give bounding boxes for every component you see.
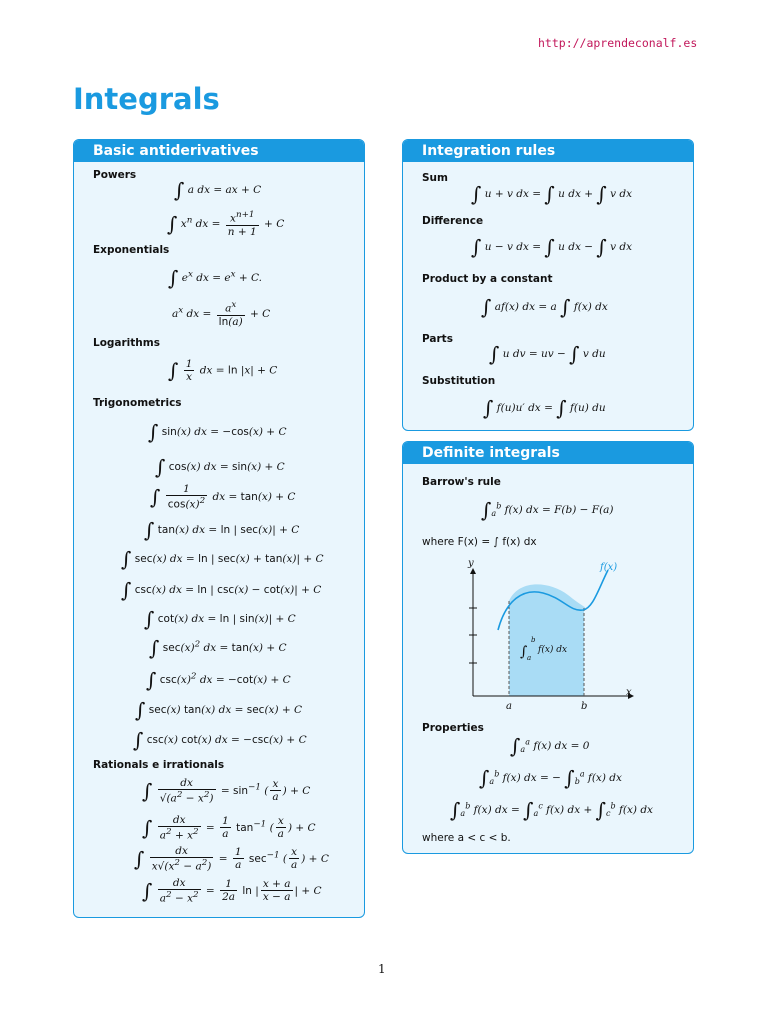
formula-sec2: ∫ $\frac{1}{\cos(x)^2}$ dx = tan(x) + C xyxy=(150,483,296,511)
formula-cot: ∫ cot(x) dx = ln | sin(x)| + C xyxy=(144,607,296,631)
formula-prop-reverse: $\int_a^b$ f(x) dx = − $\int_b^a$ f(x) dx xyxy=(479,766,622,790)
formula-sin: ∫ sin(x) dx = −cos(x) + C xyxy=(148,420,287,444)
formula-csc: ∫ csc(x) dx = ln | csc(x) − cot(x)| + C xyxy=(121,578,322,602)
site-url[interactable]: http://aprendeconalf.es xyxy=(538,36,698,50)
formula-log: ∫ $\frac{1}{x}$ dx = ln |x| + C xyxy=(168,358,278,384)
area-integral-upper: b xyxy=(531,636,536,644)
formula-cos: ∫ cos(x) dx = sin(x) + C xyxy=(155,455,285,479)
formula-prop-additive: $\int_a^b$ f(x) dx = $\int_a^c$ f(x) dx + $\int_c^b$ f(x) dx xyxy=(450,798,653,822)
formula-sec-sq: ∫ $\sec(x)^2$ dx = tan(x) + C xyxy=(149,636,287,660)
fx-label: f(x) xyxy=(600,562,618,573)
area-fill xyxy=(509,588,584,696)
properties-label: Properties xyxy=(422,722,484,734)
definite-integrals-box xyxy=(402,441,694,854)
formula-tan: ∫ tan(x) dx = ln | sec(x)| + C xyxy=(144,518,300,542)
formula-arctan: ∫ $\frac{dx}{a^2 + x^2}$ = $\frac{1}{a}$ $\tan^{-1}$ ( $\frac{x}{a}$ ) + C xyxy=(142,814,316,842)
basic-antiderivatives-box xyxy=(73,139,365,918)
product-constant-label: Product by a constant xyxy=(422,273,553,285)
formula-power: ∫ $x^n$ dx = $\frac{x^{n+1}}{n + 1}$ + C xyxy=(167,210,285,238)
where-f-note: where F(x) = ∫ f(x) dx xyxy=(422,536,537,548)
area-integral-lower: a xyxy=(527,654,532,662)
formula-arcsec: ∫ $\frac{dx}{x√(x^2 - a^2)}$ = $\frac{1}{a}$ $\sec^{-1}$ ( $\frac{x}{a}$ ) + C xyxy=(134,845,329,873)
formula-sec: ∫ sec(x) dx = ln | sec(x) + tan(x)| + C xyxy=(121,547,324,571)
parts-label: Parts xyxy=(422,333,453,345)
formula-exp: ∫ $e^x$ dx = $e^x + C$. xyxy=(168,266,263,290)
x-axis-label: x xyxy=(626,687,632,698)
integration-rules-heading: Integration rules xyxy=(403,140,693,162)
formula-prop-zero: $\int_a^a$ f(x) dx = 0 xyxy=(510,734,590,758)
page-title: Integrals xyxy=(73,82,220,116)
formula-sum: ∫ u + v dx = ∫ u dx + ∫ v dx xyxy=(471,182,633,206)
formula-barrow: $\int_a^b$ f(x) dx = F(b) − F(a) xyxy=(481,498,614,522)
formula-difference: ∫ u − v dx = ∫ u dx − ∫ v dx xyxy=(471,235,633,259)
formula-arcsin: ∫ $\frac{dx}{√(a^2 - x^2)}$ = $\sin^{-1}$ ( $\frac{x}{a}$ ) + C xyxy=(142,777,311,805)
formula-sec-tan: ∫ sec(x) tan(x) dx = sec(x) + C xyxy=(135,698,303,722)
formula-parts: ∫ u dv = uv − ∫ v du xyxy=(489,342,606,366)
formula-ax: $a^x$ dx = $\frac{a^x}{\ln(a)}$ + C xyxy=(172,300,271,328)
formula-constant: ∫ a dx = ax + C xyxy=(174,178,262,202)
difference-label: Difference xyxy=(422,215,484,227)
page-number: 1 xyxy=(378,962,386,976)
where-c-note: where a < c < b. xyxy=(422,832,511,844)
powers-label: Powers xyxy=(93,169,137,181)
a-label: a xyxy=(506,701,512,712)
logarithms-label: Logarithms xyxy=(93,337,160,349)
rationals-label: Rationals e irrationals xyxy=(93,759,225,771)
trigonometrics-label: Trigonometrics xyxy=(93,397,182,409)
integration-rules-box xyxy=(402,139,694,431)
basic-antiderivatives-heading: Basic antiderivatives xyxy=(74,140,364,162)
formula-csc-cot: ∫ csc(x) cot(x) dx = −csc(x) + C xyxy=(133,728,307,752)
area-integral-text: f(x) dx xyxy=(538,645,568,655)
barrows-rule-label: Barrow's rule xyxy=(422,476,501,488)
formula-substitution: ∫ f(u)u′ dx = ∫ f(u) du xyxy=(483,396,606,420)
y-axis-label: y xyxy=(468,560,474,569)
definite-integral-graph xyxy=(458,560,694,720)
formula-csc-sq: ∫ $\csc(x)^2$ dx = −cot(x) + C xyxy=(146,668,291,692)
area-integral-label: ∫ xyxy=(520,644,528,660)
formula-product-constant: ∫ af(x) dx = a ∫ f(x) dx xyxy=(481,295,608,319)
b-label: b xyxy=(581,701,588,712)
sum-label: Sum xyxy=(422,172,448,184)
exponentials-label: Exponentials xyxy=(93,244,170,256)
definite-integrals-heading: Definite integrals xyxy=(403,442,693,464)
formula-partial-fraction: ∫ $\frac{dx}{a^2 - x^2}$ = $\frac{1}{2a}$ ln | $\frac{x + a}{x - a}$ | + C xyxy=(142,877,322,905)
substitution-label: Substitution xyxy=(422,375,496,387)
